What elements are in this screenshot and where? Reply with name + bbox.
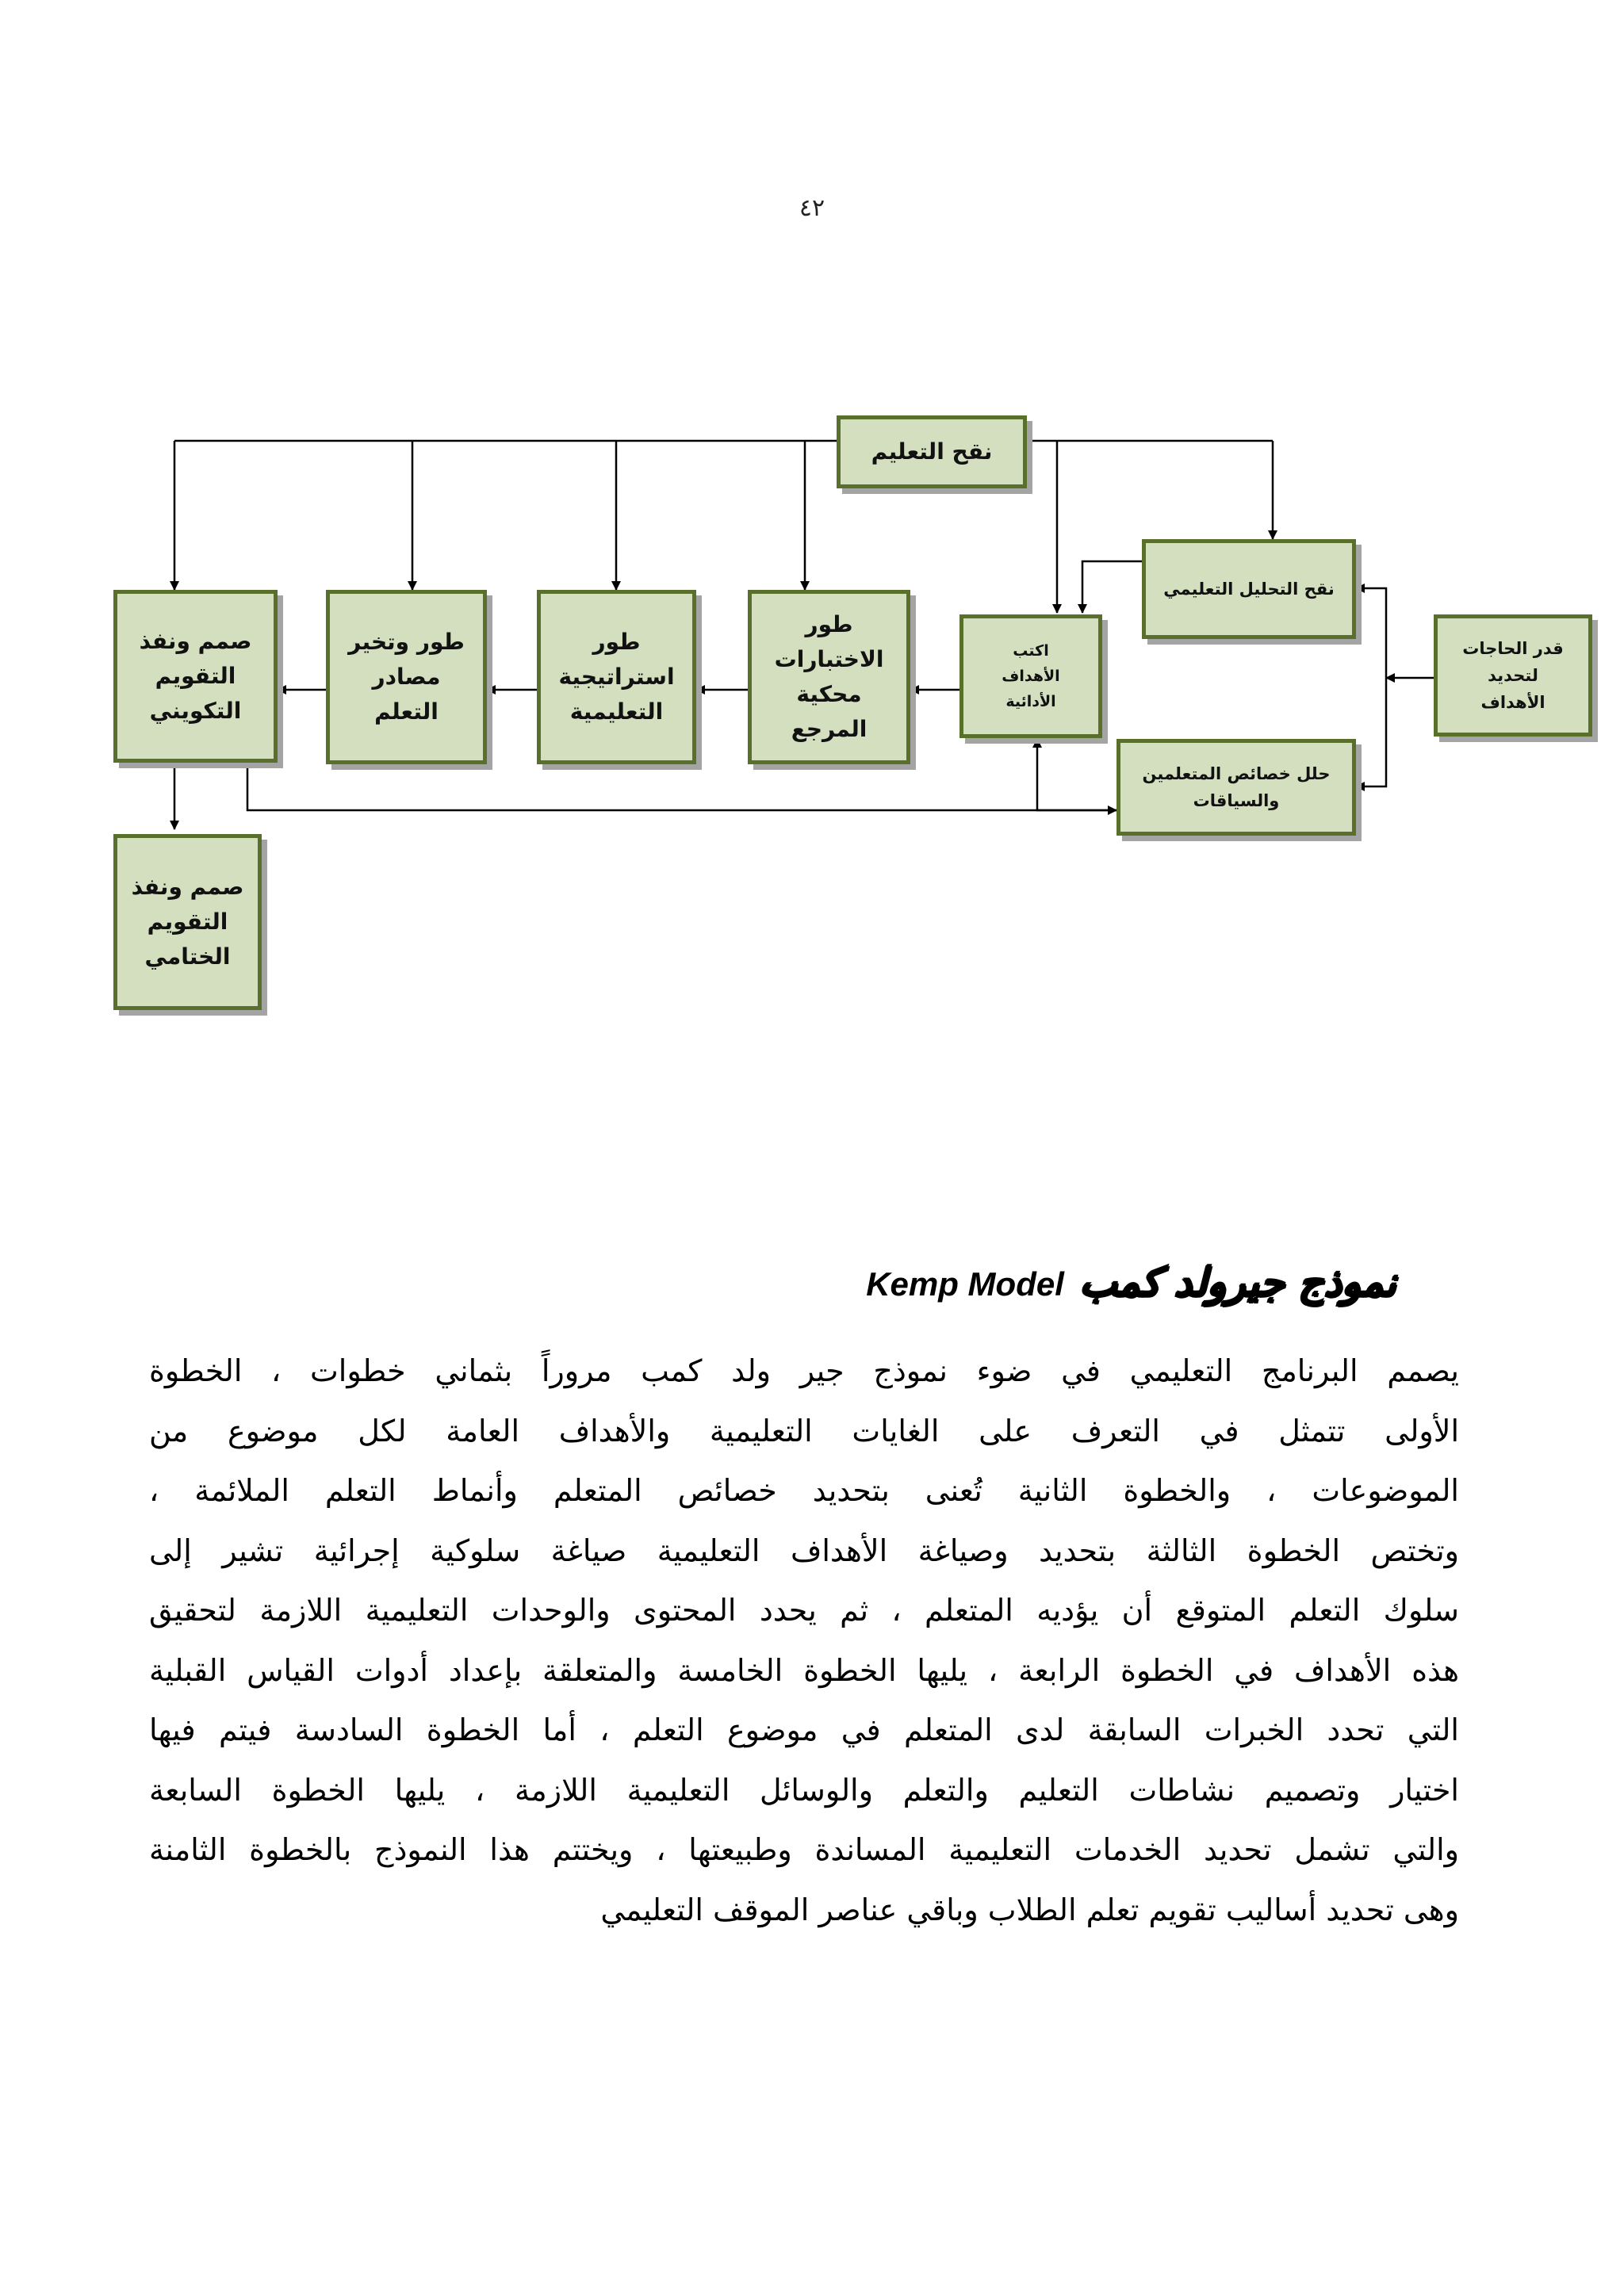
paragraph-line: وهى تحديد أساليب تقويم تعلم الطلاب وباقي عناصر الموقف التعليمي — [600, 1892, 1459, 1927]
connector-needs-to-context — [1356, 678, 1386, 786]
paragraph-line: سلوك التعلم المتوقع أن يؤديه المتعلم ، ثم يحدد المحتوى والوحدات التعليمية اللازمة لتحقيق — [149, 1593, 1459, 1628]
paragraph-line: هذه الأهداف في الخطوة الرابعة ، يليها الخطوة الخامسة والمتعلقة بإعداد أدوات القياس القبلية — [149, 1652, 1459, 1688]
criterion-tests-box: طور الاختبارات محكية المرجع — [748, 590, 910, 764]
formative-evaluation-box: صمم ونفذ التقويم التكويني — [113, 590, 278, 763]
learner-context-box: حلل خصائص المتعلمين والسياقات — [1116, 739, 1356, 836]
paragraph-line: يصمم البرنامج التعليمي في ضوء نموذج جير ولد كمب مروراً بثماني خطوات ، الخطوة — [149, 1353, 1459, 1388]
page-number: ٤٢ — [799, 194, 825, 222]
body-paragraph — [149, 1341, 1459, 1940]
paragraph-line: الأولى تتمثل في التعرف على الغايات التعليمية والأهداف العامة لكل موضوع من — [149, 1413, 1459, 1448]
connector-needs-to-analysis — [1356, 588, 1386, 678]
assess-needs-box: قدر الحاجات لتحديد الأهداف — [1434, 614, 1592, 737]
summative-evaluation-box: صمم ونفذ التقويم الختامي — [113, 834, 262, 1010]
section-heading — [777, 1259, 1396, 1314]
paragraph-line: اختيار وتصميم نشاطات التعليم والتعلم والوسائل التعليمية اللازمة ، يليها الخطوة السابعة — [149, 1772, 1459, 1808]
paragraph-line: الموضوعات ، والخطوة الثانية تُعنى بتحديد خصائص المتعلم وأنماط التعلم الملائمة ، — [149, 1473, 1459, 1508]
paragraph-line: وتختص الخطوة الثالثة بتحديد وصياغة الأهداف التعليمية صياغة سلوكية إجرائية تشير إلى — [149, 1533, 1459, 1568]
write-objectives-box: اكتب الأهداف الأدائية — [959, 614, 1102, 738]
instruction-review-box: نقح التعليم — [837, 415, 1027, 488]
paragraph-line: والتي تشمل تحديد الخدمات التعليمية المساندة وطبيعتها ، ويختتم هذا النموذج بالخطوة الثامنة — [149, 1832, 1459, 1867]
instructional-analysis-box: نقح التحليل التعليمي — [1142, 539, 1356, 639]
connector-context-to-objectives — [1037, 739, 1116, 810]
learning-resources-box: طور وتخير مصادر التعلم — [326, 590, 487, 764]
instructional-strategy-box: طور استراتيجية التعليمية — [537, 590, 696, 764]
section-title-arabic: نموذج جيرولد كمب — [1078, 1259, 1396, 1305]
connector-analysis-to-objectives — [1082, 561, 1142, 613]
paragraph-line: التي تحدد الخبرات السابقة لدى المتعلم في موضوع التعلم ، أما الخطوة السادسة فيتم فيها — [149, 1712, 1459, 1747]
section-title-english: Kemp Model — [866, 1265, 1064, 1303]
connector-formative-to-context — [247, 760, 1116, 810]
